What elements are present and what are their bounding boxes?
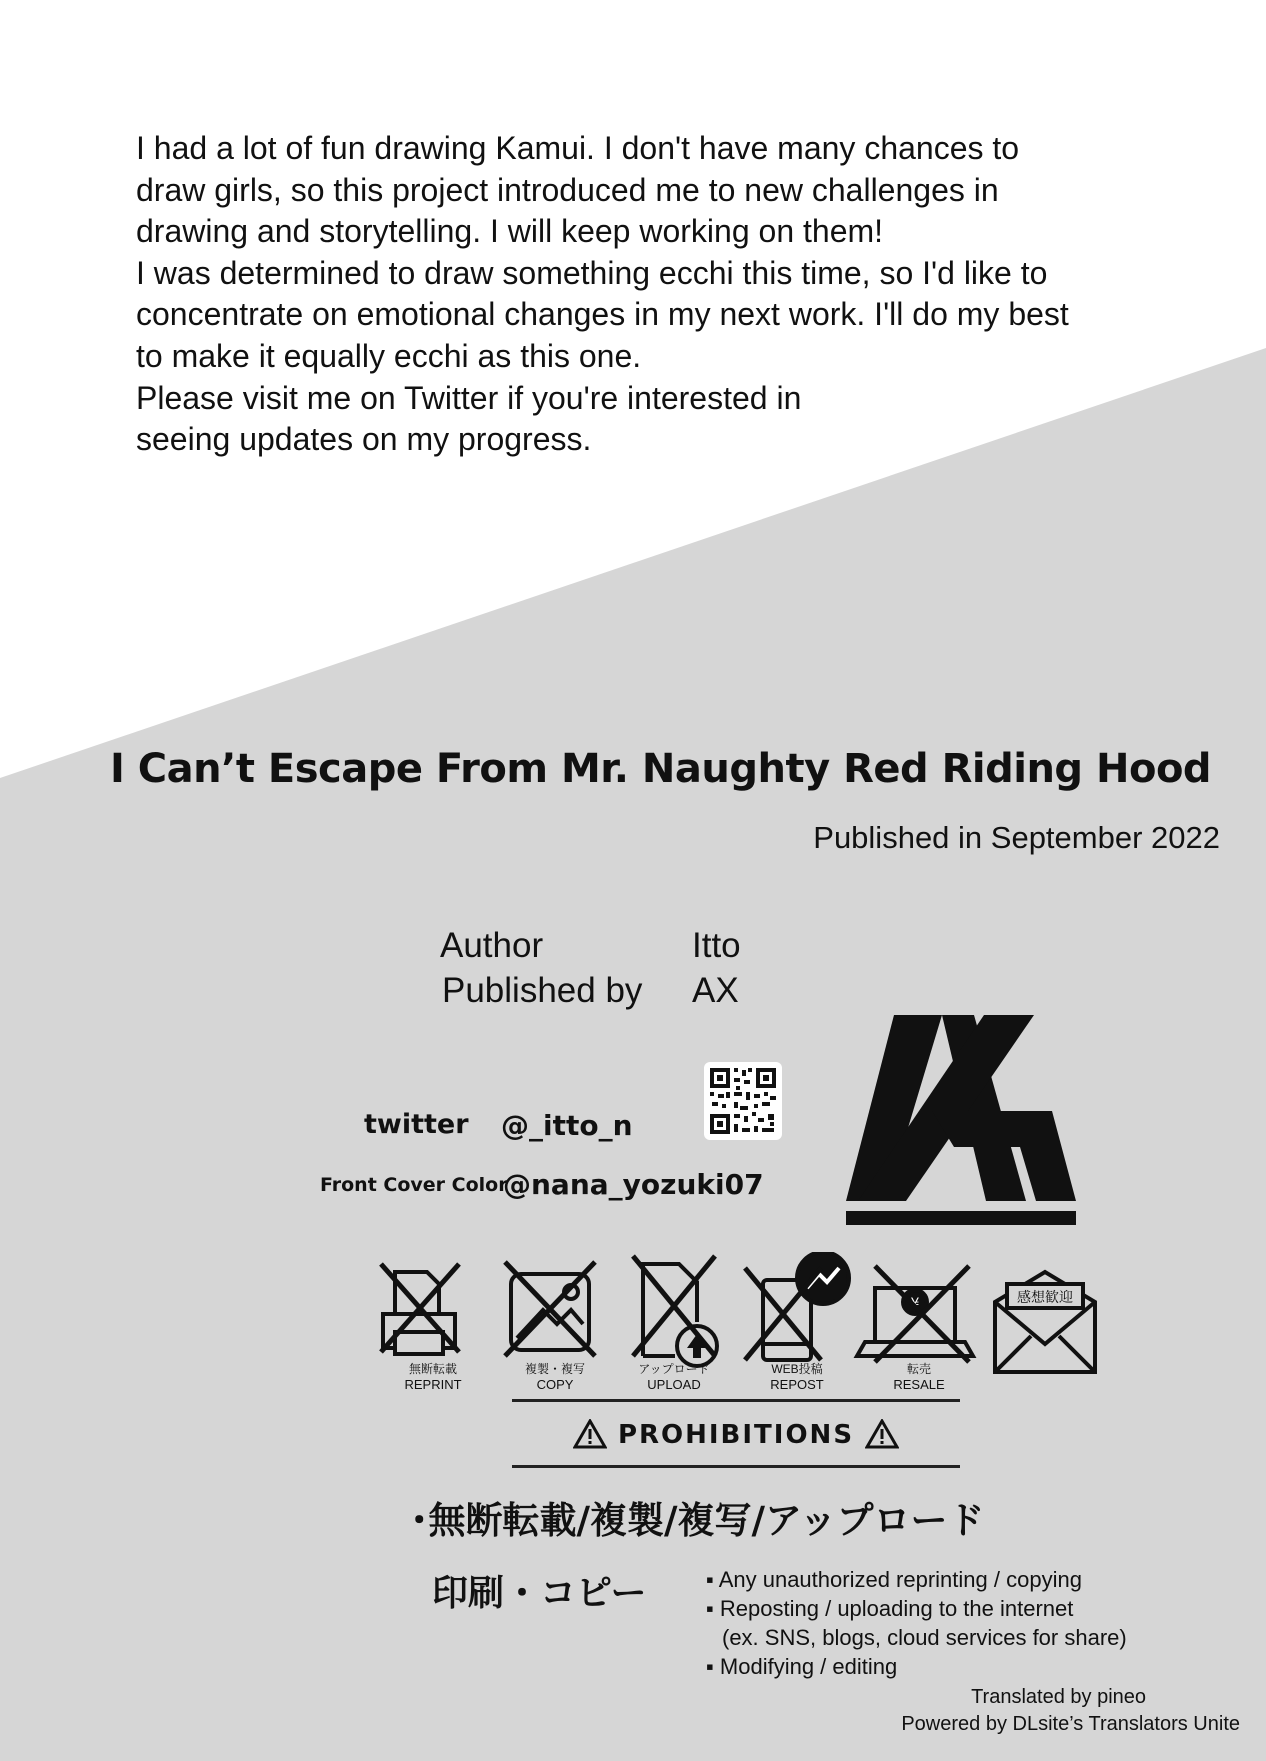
twitter-handle[interactable]: @_itto_n <box>501 1109 633 1142</box>
divider <box>512 1399 960 1402</box>
copy-caption: 複製・複写 COPY <box>524 1362 586 1392</box>
divider <box>512 1465 960 1468</box>
afterword-line: Please visit me on Twitter if you're interested in <box>136 379 802 416</box>
author-name: Itto <box>692 926 741 965</box>
feedback-envelope-label: 感想歓迎 <box>1017 1290 1073 1306</box>
prohibitions-title: PROHIBITIONS <box>617 1420 855 1450</box>
reprint-icon <box>381 1264 459 1354</box>
publication-date: Published in September 2022 <box>813 820 1220 855</box>
svg-text:¥: ¥ <box>910 1296 920 1312</box>
publisher-label: Published by <box>442 971 643 1010</box>
author-label: Author <box>440 926 544 965</box>
rule-item: ▪ Reposting / uploading to the internet <box>706 1596 1074 1621</box>
afterword-text <box>136 128 1166 461</box>
qr-code-icon[interactable] <box>704 1062 782 1140</box>
rule-item: ▪ Any unauthorized reprinting / copying <box>706 1567 1082 1592</box>
afterword-line: concentrate on emotional changes in my next work. I'll do my best <box>136 296 1069 333</box>
prohibition-jp-line-1: ･無断転載/複製/複写/アップロード <box>410 1499 985 1542</box>
repost-caption: WEB投稿 REPOST <box>770 1362 824 1392</box>
afterword-line: drawing and storytelling. I will keep working on them! <box>136 213 884 250</box>
prohibition-icons <box>375 1252 1105 1402</box>
powered-by-credit: Powered by DLsite’s Translators Unite <box>901 1713 1240 1735</box>
rule-item: ▪ Modifying / editing <box>706 1654 898 1679</box>
upload-icon <box>633 1256 717 1366</box>
publisher-name: AX <box>692 971 739 1010</box>
resale-caption: 転売 RESALE <box>893 1362 945 1392</box>
copy-icon <box>505 1262 595 1356</box>
repost-icon <box>745 1252 849 1360</box>
resale-icon <box>857 1266 973 1362</box>
reprint-caption: 無断転載 REPRINT <box>404 1362 462 1392</box>
afterword-line: draw girls, so this project introduced me to new challenges in <box>136 171 999 208</box>
afterword-line: I was determined to draw something ecchi this time, so I'd like to <box>136 254 1048 291</box>
warning-icon <box>573 1419 607 1449</box>
afterword-line: I had a lot of fun drawing Kamui. I don't have many chances to <box>136 130 1020 166</box>
translation-credits <box>820 1684 1240 1738</box>
feedback-envelope-icon <box>995 1272 1095 1372</box>
upload-caption: アップロード UPLOAD <box>638 1362 710 1392</box>
front-cover-color-label: Front Cover Color <box>320 1174 508 1196</box>
afterword-line: seeing updates on my progress. <box>136 421 592 458</box>
warning-icon <box>865 1419 899 1449</box>
rule-item: (ex. SNS, blogs, cloud services for share) <box>722 1625 1127 1650</box>
book-title: I Can’t Escape From Mr. Naughty Red Riding Hood <box>110 746 1212 792</box>
prohibitions-header <box>512 1413 960 1457</box>
translator-credit: Translated by pineo <box>971 1686 1146 1708</box>
prohibition-jp-line-2: 印刷・コピー <box>432 1573 647 1614</box>
twitter-label: twitter <box>364 1109 469 1140</box>
prohibition-rules-list <box>706 1565 1127 1681</box>
afterword-line: to make it equally ecchi as this one. <box>136 337 642 374</box>
ax-publisher-logo <box>846 1015 1076 1241</box>
front-cover-color-handle[interactable]: @nana_yozuki07 <box>503 1168 764 1201</box>
